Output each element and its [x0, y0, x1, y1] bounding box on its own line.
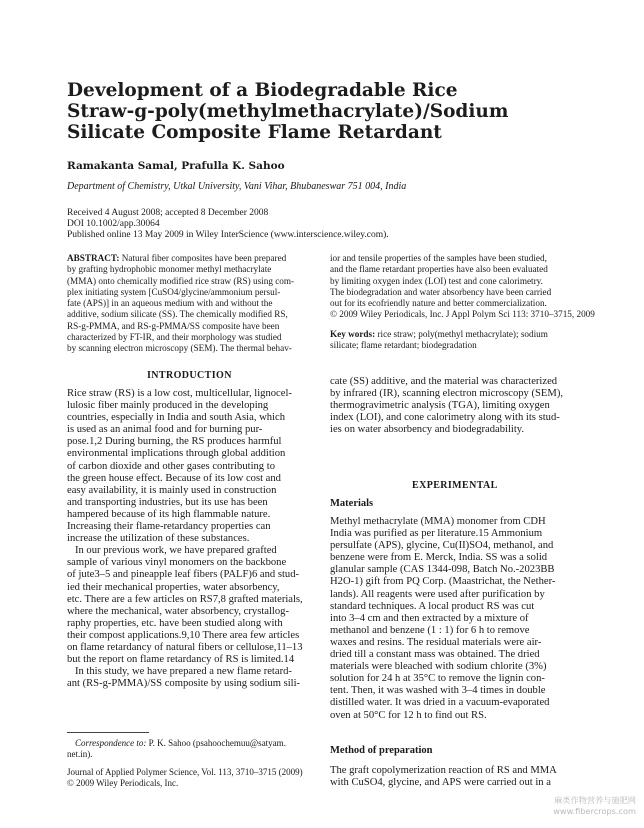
abstract-line: fate (APS)] in an aqueous medium with and without the — [67, 298, 273, 309]
body-line: by infrared (IR), scanning electron microscopy (SEM), — [330, 388, 563, 400]
body-line: environmental implications through global addition — [67, 448, 286, 460]
paper-title — [67, 80, 507, 143]
keywords-line — [330, 329, 580, 340]
body-line: India was purified as per literature.15 Ammonium — [330, 528, 543, 540]
abstract-line: by grafting hydrophobic monomer methyl methacrylate — [67, 264, 272, 275]
affiliation: Department of Chemistry, Utkal University, Vani Vihar, Bhubaneswar 751 004, India — [67, 181, 407, 192]
watermark-line: 麻类作物营养与施肥网 — [554, 795, 636, 805]
correspondence-contact: P. K. Sahoo (psahoochemuu@satyam. — [148, 738, 286, 748]
body-line: Methyl methacrylate (MMA) monomer from CDH — [330, 516, 546, 527]
abstract-line: The biodegradation and water absorbency have been carried — [330, 286, 552, 297]
abstract-line: additive, sodium silicate (SS). The chemically modified RS, — [67, 309, 288, 320]
correspondence-note — [67, 738, 286, 760]
keywords-label: Key words: — [330, 328, 376, 339]
body-line: hampered because of its high flammable nature. — [67, 508, 271, 520]
experimental-heading: EXPERIMENTAL — [412, 480, 498, 491]
introduction-body — [67, 388, 327, 690]
body-line: tent. Then, it was washed with 3–4 times in double — [330, 685, 546, 697]
body-line: oven at 50°C for 12 h to find out RS. — [330, 709, 487, 721]
body-line: H2O-1) gift from PQ Corp. (Maastrichat, the Nether- — [330, 576, 556, 588]
journal-line: © 2009 Wiley Periodicals, Inc. — [67, 778, 179, 788]
body-line: lulosic fiber mainly produced in the developing — [67, 400, 269, 412]
body-line: waxes and resins. The residual materials were air- — [330, 636, 542, 648]
abstract-left — [67, 253, 317, 355]
abstract-line: and the flame retardant properties have also been evaluated — [330, 264, 548, 275]
site-watermark — [486, 795, 636, 817]
body-line: increase the utilization of these substances. — [67, 533, 250, 545]
body-line: persulfate (APS), glycine, Cu(II)SO4, methanol, and — [330, 540, 554, 552]
copyright-line: © 2009 Wiley Periodicals, Inc. J Appl Polym Sci 113: 3710–3715, 2009 — [330, 309, 595, 320]
title-line: Silicate Composite Flame Retardant — [67, 122, 442, 143]
keywords-text: rice straw; poly(methyl methacrylate); sodium — [377, 328, 548, 339]
materials-heading: Materials — [330, 498, 374, 509]
body-line: ant (RS-g-PMMA)/SS composite by using sodium sili- — [67, 678, 301, 690]
abstract-line: ior and tensile properties of the samples have been studied, — [330, 253, 547, 263]
abstract-line — [67, 253, 317, 264]
journal-info — [67, 767, 303, 789]
body-line: In this study, we have prepared a new flame retard- — [67, 666, 292, 678]
date-line: Published online 13 May 2009 in Wiley InterScience (www.interscience.wiley.com). — [67, 230, 389, 241]
body-line: sample of various vinyl monomers on the backbone — [67, 557, 287, 569]
footnote-line — [67, 738, 286, 749]
body-line: and transporting industries, but its use has been — [67, 496, 268, 508]
abstract-line: (MMA) onto chemically modified rice straw (RS) using com- — [67, 275, 295, 286]
abstract-right — [330, 253, 595, 351]
method-heading: Method of preparation — [330, 745, 433, 756]
body-line: solution for 24 h at 35°C to remove the lignin con- — [330, 673, 545, 685]
body-line: where the mechanical, water absorbency, crystallog- — [67, 605, 289, 617]
abstract-line: by scanning electron microscopy (SEM). The thermal behav- — [67, 343, 292, 354]
footnote-divider — [67, 732, 149, 733]
materials-body — [330, 516, 585, 722]
body-line: In our previous work, we have prepared grafted — [67, 545, 277, 557]
body-line: materials were bleached with sodium chlorite (3%) — [330, 661, 547, 673]
abstract-line: by limiting oxygen index (LOI) test and cone calorimetry. — [330, 275, 543, 286]
body-line: easy availability, it is mainly used in construction — [67, 484, 277, 496]
abstract-label: ABSTRACT: — [67, 253, 120, 263]
body-line: on flame retardancy of natural fibers or cellulose,11–13 — [67, 641, 303, 653]
body-line: cate (SS) additive, and the material was characterized — [330, 376, 558, 387]
body-line: methanol and benzene (1 : 1) for 6 h to remove — [330, 624, 530, 636]
body-line: ies on water absorbency and biodegradability. — [330, 424, 525, 436]
body-line: lands). All reagents were used after purification by — [330, 588, 545, 600]
date-line: Received 4 August 2008; accepted 8 December 2008 — [67, 208, 269, 218]
abstract-line: plex initiating system [CuSO4/glycine/ammonium persul- — [67, 286, 281, 297]
abstract-text: Natural fiber composites have been prepared — [121, 253, 287, 263]
body-line: index (LOI), and cone calorimetry along with its stud- — [330, 412, 560, 424]
abstract-line: out for its ecofriendly nature and better commercialization. — [330, 298, 547, 309]
title-line: Straw-g-poly(methylmethacrylate)/Sodium — [67, 101, 509, 122]
body-line: raphy properties, etc. have been studied along with — [67, 617, 283, 629]
body-line: thermogravimetric analysis (TGA), limiting oxygen — [330, 400, 550, 412]
body-line: with CuSO4, glycine, and APS were carried out in a — [330, 777, 551, 789]
body-line: of jute3–5 and pineapple leaf fibers (PALF)6 and stud- — [67, 569, 300, 581]
abstract-line: characterized by FT-IR, and their morphology was studied — [67, 332, 282, 343]
body-line: standard techniques. A local product RS was cut — [330, 600, 535, 612]
body-line: of carbon dioxide and other gases contributing to — [67, 460, 275, 472]
journal-line: Journal of Applied Polymer Science, Vol. 113, 3710–3715 (2009) — [67, 767, 303, 777]
body-line: The graft copolymerization reaction of RS and MMA — [330, 765, 557, 776]
body-line: countries, especially in India and south Asia, which — [67, 412, 286, 424]
keywords-line: silicate; flame retardant; biodegradation — [330, 340, 477, 351]
body-line: into 3–4 cm and then extracted by a mixture of — [330, 612, 529, 624]
body-line: the green house effect. Because of its low cost and — [67, 472, 281, 484]
body-line: etc. There are a few articles on RS7,8 grafted materials, — [67, 593, 303, 605]
body-line: glanular sample (CAS 1344-098, Batch No.-2023BB — [330, 564, 555, 576]
body-line: their compost applications.9,10 There area few articles — [67, 629, 300, 641]
body-line: distilled water. It was dried in a vacuum-evaporated — [330, 697, 550, 709]
authors: Ramakanta Samal, Prafulla K. Sahoo — [67, 160, 285, 172]
watermark-line: www.fibercrops.com — [553, 806, 636, 816]
body-line: is used as an animal food and for burning pur- — [67, 424, 263, 436]
body-line: Rice straw (RS) is a low cost, multicellular, lignocel- — [67, 388, 292, 399]
correspondence-label: Correspondence to: — [75, 738, 147, 748]
body-line: Increasing their flame-retardancy properties can — [67, 521, 271, 533]
body-line: but the report on flame retardancy of RS is limited.14 — [67, 654, 295, 666]
body-line: pose.1,2 During burning, the RS produces harmful — [67, 436, 282, 448]
method-body — [330, 765, 585, 789]
date-line: DOI 10.1002/app.30064 — [67, 219, 160, 230]
body-line: benzene were from E. Merck, India. SS was a solid — [330, 552, 548, 564]
footnote-line: net.in). — [67, 749, 93, 759]
abstract-line: RS-g-PMMA, and RS-g-PMMA/SS composite have been — [67, 320, 280, 331]
introduction-continued — [330, 376, 585, 436]
body-line: dried till a constant mass was obtained. The dried — [330, 649, 540, 661]
publication-dates — [67, 208, 389, 242]
body-line: ied their mechanical properties, water absorbency, — [67, 581, 280, 593]
introduction-heading: INTRODUCTION — [147, 370, 232, 381]
title-line: Development of a Biodegradable Rice — [67, 80, 458, 101]
